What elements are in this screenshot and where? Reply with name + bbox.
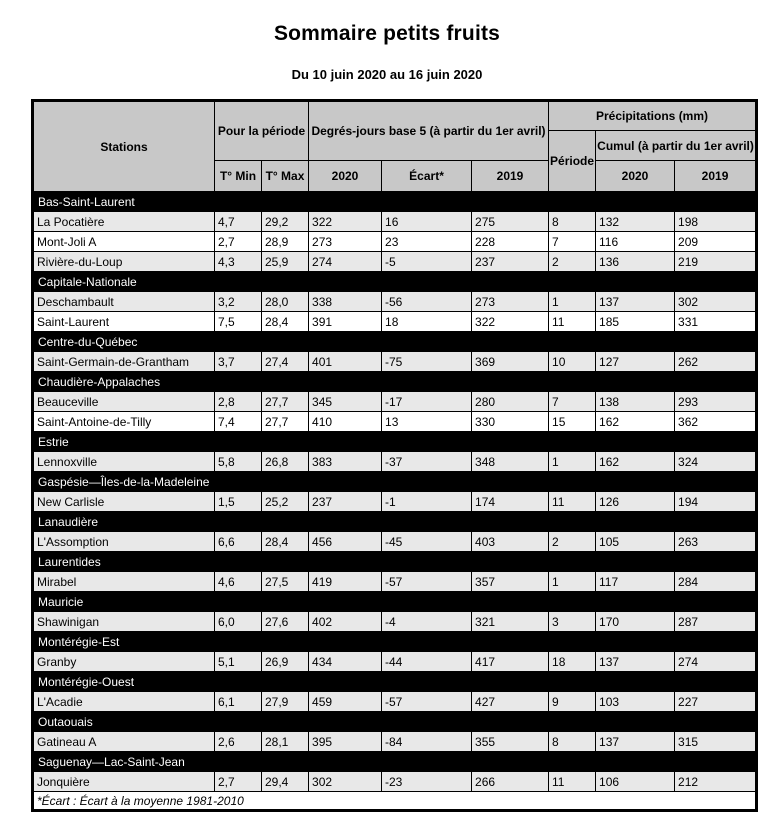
ecart-cell: -57 <box>382 692 472 712</box>
station-row <box>33 692 757 712</box>
region-banner: Estrie <box>33 432 757 452</box>
station-name-cell: Rivière-du-Loup <box>33 252 215 272</box>
station-row <box>33 732 757 752</box>
station-row <box>33 532 757 552</box>
cumul-2020-cell: 137 <box>596 732 675 752</box>
header-dj-2019: 2019 <box>472 161 549 192</box>
dj-2020-cell: 434 <box>309 652 382 672</box>
t-max-cell: 28,1 <box>262 732 309 752</box>
region-banner: Outaouais <box>33 712 757 732</box>
cumul-2019-cell: 324 <box>675 452 757 472</box>
ecart-cell: -5 <box>382 252 472 272</box>
periode-cell: 1 <box>549 292 596 312</box>
station-name-cell: Granby <box>33 652 215 672</box>
cumul-2019-cell: 362 <box>675 412 757 432</box>
ecart-cell: 13 <box>382 412 472 432</box>
t-max-cell: 25,2 <box>262 492 309 512</box>
region-banner-row <box>33 512 757 532</box>
cumul-2019-cell: 262 <box>675 352 757 372</box>
page-title: Sommaire petits fruits <box>273 22 501 45</box>
periode-cell: 18 <box>549 652 596 672</box>
cumul-2020-cell: 162 <box>596 412 675 432</box>
header-cumul: Cumul (à partir du 1er avril) <box>596 131 757 161</box>
t-max-cell: 29,2 <box>262 212 309 232</box>
station-row <box>33 572 757 592</box>
periode-cell: 11 <box>549 312 596 332</box>
cumul-2019-cell: 315 <box>675 732 757 752</box>
cumul-2020-cell: 103 <box>596 692 675 712</box>
dj-2019-cell: 369 <box>472 352 549 372</box>
region-banner: Laurentides <box>33 552 757 572</box>
ecart-cell: 16 <box>382 212 472 232</box>
region-banner: Lanaudière <box>33 512 757 532</box>
t-max-cell: 26,9 <box>262 652 309 672</box>
dj-2019-cell: 237 <box>472 252 549 272</box>
region-banner: Centre-du-Québec <box>33 332 757 352</box>
dj-2019-cell: 357 <box>472 572 549 592</box>
station-row <box>33 392 757 412</box>
region-banner-row <box>33 712 757 732</box>
dj-2020-cell: 345 <box>309 392 382 412</box>
t-max-cell: 27,7 <box>262 392 309 412</box>
header-dj-2020: 2020 <box>309 161 382 192</box>
cumul-2019-cell: 227 <box>675 692 757 712</box>
periode-cell: 8 <box>549 212 596 232</box>
t-max-cell: 28,4 <box>262 312 309 332</box>
station-row <box>33 232 757 252</box>
station-row <box>33 292 757 312</box>
station-row <box>33 312 757 332</box>
t-min-cell: 3,7 <box>215 352 262 372</box>
region-banner: Montérégie-Est <box>33 632 757 652</box>
ecart-cell: -56 <box>382 292 472 312</box>
periode-cell: 7 <box>549 392 596 412</box>
footnote: *Écart : Écart à la moyenne 1981-2010 <box>33 792 757 811</box>
cumul-2020-cell: 117 <box>596 572 675 592</box>
dj-2019-cell: 355 <box>472 732 549 752</box>
cumul-2019-cell: 209 <box>675 232 757 252</box>
dj-2019-cell: 321 <box>472 612 549 632</box>
dj-2020-cell: 274 <box>309 252 382 272</box>
periode-cell: 8 <box>549 732 596 752</box>
cumul-2020-cell: 137 <box>596 652 675 672</box>
dj-2019-cell: 322 <box>472 312 549 332</box>
dj-2020-cell: 302 <box>309 772 382 792</box>
region-banner-row <box>33 432 757 452</box>
t-max-cell: 29,4 <box>262 772 309 792</box>
t-min-cell: 6,0 <box>215 612 262 632</box>
table-body <box>33 192 757 792</box>
cumul-2020-cell: 170 <box>596 612 675 632</box>
t-min-cell: 5,8 <box>215 452 262 472</box>
station-name-cell: Mirabel <box>33 572 215 592</box>
periode-cell: 10 <box>549 352 596 372</box>
cumul-2020-cell: 126 <box>596 492 675 512</box>
station-row <box>33 452 757 472</box>
cumul-2020-cell: 106 <box>596 772 675 792</box>
dj-2020-cell: 401 <box>309 352 382 372</box>
cumul-2019-cell: 212 <box>675 772 757 792</box>
cumul-2020-cell: 162 <box>596 452 675 472</box>
region-banner-row <box>33 332 757 352</box>
t-min-cell: 6,6 <box>215 532 262 552</box>
periode-cell: 1 <box>549 452 596 472</box>
dj-2020-cell: 459 <box>309 692 382 712</box>
periode-cell: 1 <box>549 572 596 592</box>
header-dj-ecart: Écart* <box>382 161 472 192</box>
cumul-2019-cell: 198 <box>675 212 757 232</box>
cumul-2019-cell: 293 <box>675 392 757 412</box>
region-banner-row <box>33 592 757 612</box>
region-banner: Capitale-Nationale <box>33 272 757 292</box>
region-banner: Gaspésie—Îles-de-la-Madeleine <box>33 472 757 492</box>
periode-cell: 2 <box>549 532 596 552</box>
t-min-cell: 2,6 <box>215 732 262 752</box>
header-cumul-2019: 2019 <box>675 161 757 192</box>
region-banner-row <box>33 632 757 652</box>
station-name-cell: Beauceville <box>33 392 215 412</box>
region-banner: Montérégie-Ouest <box>33 672 757 692</box>
station-name-cell: Saint-Laurent <box>33 312 215 332</box>
t-min-cell: 3,2 <box>215 292 262 312</box>
cumul-2019-cell: 194 <box>675 492 757 512</box>
dj-2019-cell: 417 <box>472 652 549 672</box>
cumul-2020-cell: 137 <box>596 292 675 312</box>
cumul-2019-cell: 284 <box>675 572 757 592</box>
station-name-cell: Shawinigan <box>33 612 215 632</box>
t-max-cell: 26,8 <box>262 452 309 472</box>
cumul-2020-cell: 185 <box>596 312 675 332</box>
station-name-cell: Saint-Germain-de-Grantham <box>33 352 215 372</box>
header-t-max: T° Max <box>262 161 309 192</box>
t-min-cell: 2,8 <box>215 392 262 412</box>
footnote-row <box>33 792 757 811</box>
dj-2019-cell: 228 <box>472 232 549 252</box>
t-min-cell: 4,7 <box>215 212 262 232</box>
t-max-cell: 27,7 <box>262 412 309 432</box>
t-max-cell: 25,9 <box>262 252 309 272</box>
header-precipitations: Précipitations (mm) <box>549 101 757 131</box>
t-max-cell: 28,9 <box>262 232 309 252</box>
ecart-cell: -44 <box>382 652 472 672</box>
header-t-min: T° Min <box>215 161 262 192</box>
t-min-cell: 6,1 <box>215 692 262 712</box>
ecart-cell: -1 <box>382 492 472 512</box>
region-banner: Bas-Saint-Laurent <box>33 192 757 212</box>
t-max-cell: 27,5 <box>262 572 309 592</box>
dj-2019-cell: 427 <box>472 692 549 712</box>
dj-2019-cell: 280 <box>472 392 549 412</box>
ecart-cell: -4 <box>382 612 472 632</box>
t-max-cell: 27,6 <box>262 612 309 632</box>
region-banner-row <box>33 192 757 212</box>
cumul-2020-cell: 136 <box>596 252 675 272</box>
summary-table <box>31 99 758 812</box>
ecart-cell: -75 <box>382 352 472 372</box>
region-banner: Chaudière-Appalaches <box>33 372 757 392</box>
t-min-cell: 4,3 <box>215 252 262 272</box>
region-banner-row <box>33 472 757 492</box>
header-pour-la-periode: Pour la période <box>215 101 309 161</box>
region-banner-row <box>33 752 757 772</box>
t-min-cell: 5,1 <box>215 652 262 672</box>
cumul-2019-cell: 302 <box>675 292 757 312</box>
periode-cell: 9 <box>549 692 596 712</box>
table-header <box>33 101 757 192</box>
ecart-cell: -23 <box>382 772 472 792</box>
station-name-cell: Jonquière <box>33 772 215 792</box>
dj-2019-cell: 403 <box>472 532 549 552</box>
periode-cell: 11 <box>549 492 596 512</box>
region-banner: Mauricie <box>33 592 757 612</box>
region-banner-row <box>33 272 757 292</box>
dj-2020-cell: 273 <box>309 232 382 252</box>
region-banner-row <box>33 552 757 572</box>
station-row <box>33 412 757 432</box>
ecart-cell: -84 <box>382 732 472 752</box>
station-row <box>33 772 757 792</box>
station-name-cell: L'Acadie <box>33 692 215 712</box>
region-banner-row <box>33 672 757 692</box>
header-periode: Période <box>549 131 596 192</box>
station-name-cell: Mont-Joli A <box>33 232 215 252</box>
t-min-cell: 4,6 <box>215 572 262 592</box>
cumul-2019-cell: 287 <box>675 612 757 632</box>
dj-2020-cell: 395 <box>309 732 382 752</box>
station-name-cell: Gatineau A <box>33 732 215 752</box>
station-name-cell: L'Assomption <box>33 532 215 552</box>
cumul-2020-cell: 138 <box>596 392 675 412</box>
dj-2020-cell: 322 <box>309 212 382 232</box>
dj-2019-cell: 174 <box>472 492 549 512</box>
cumul-2019-cell: 274 <box>675 652 757 672</box>
dj-2019-cell: 330 <box>472 412 549 432</box>
ecart-cell: -57 <box>382 572 472 592</box>
cumul-2020-cell: 127 <box>596 352 675 372</box>
header-cumul-2020: 2020 <box>596 161 675 192</box>
station-row <box>33 492 757 512</box>
periode-cell: 3 <box>549 612 596 632</box>
page-subtitle: Du 10 juin 2020 au 16 juin 2020 <box>291 67 483 82</box>
region-banner-row <box>33 372 757 392</box>
periode-cell: 7 <box>549 232 596 252</box>
station-name-cell: La Pocatière <box>33 212 215 232</box>
dj-2019-cell: 266 <box>472 772 549 792</box>
t-min-cell: 2,7 <box>215 232 262 252</box>
t-min-cell: 2,7 <box>215 772 262 792</box>
header-degres-jours: Degrés-jours base 5 (à partir du 1er avril) <box>309 101 549 161</box>
ecart-cell: -17 <box>382 392 472 412</box>
cumul-2019-cell: 331 <box>675 312 757 332</box>
station-name-cell: Saint-Antoine-de-Tilly <box>33 412 215 432</box>
ecart-cell: -37 <box>382 452 472 472</box>
dj-2020-cell: 338 <box>309 292 382 312</box>
periode-cell: 15 <box>549 412 596 432</box>
dj-2020-cell: 419 <box>309 572 382 592</box>
ecart-cell: 23 <box>382 232 472 252</box>
station-name-cell: New Carlisle <box>33 492 215 512</box>
cumul-2020-cell: 132 <box>596 212 675 232</box>
ecart-cell: 18 <box>382 312 472 332</box>
dj-2020-cell: 391 <box>309 312 382 332</box>
station-row <box>33 652 757 672</box>
periode-cell: 2 <box>549 252 596 272</box>
cumul-2019-cell: 219 <box>675 252 757 272</box>
t-min-cell: 7,5 <box>215 312 262 332</box>
dj-2019-cell: 273 <box>472 292 549 312</box>
region-banner: Saguenay—Lac-Saint-Jean <box>33 752 757 772</box>
header-stations: Stations <box>33 101 215 192</box>
t-max-cell: 28,0 <box>262 292 309 312</box>
cumul-2020-cell: 116 <box>596 232 675 252</box>
dj-2020-cell: 402 <box>309 612 382 632</box>
cumul-2020-cell: 105 <box>596 532 675 552</box>
dj-2020-cell: 410 <box>309 412 382 432</box>
dj-2019-cell: 275 <box>472 212 549 232</box>
periode-cell: 11 <box>549 772 596 792</box>
dj-2020-cell: 237 <box>309 492 382 512</box>
station-name-cell: Deschambault <box>33 292 215 312</box>
dj-2019-cell: 348 <box>472 452 549 472</box>
t-max-cell: 27,4 <box>262 352 309 372</box>
t-min-cell: 1,5 <box>215 492 262 512</box>
ecart-cell: -45 <box>382 532 472 552</box>
station-row <box>33 252 757 272</box>
dj-2020-cell: 383 <box>309 452 382 472</box>
station-row <box>33 212 757 232</box>
t-min-cell: 7,4 <box>215 412 262 432</box>
t-max-cell: 28,4 <box>262 532 309 552</box>
station-row <box>33 352 757 372</box>
dj-2020-cell: 456 <box>309 532 382 552</box>
station-name-cell: Lennoxville <box>33 452 215 472</box>
station-row <box>33 612 757 632</box>
cumul-2019-cell: 263 <box>675 532 757 552</box>
t-max-cell: 27,9 <box>262 692 309 712</box>
